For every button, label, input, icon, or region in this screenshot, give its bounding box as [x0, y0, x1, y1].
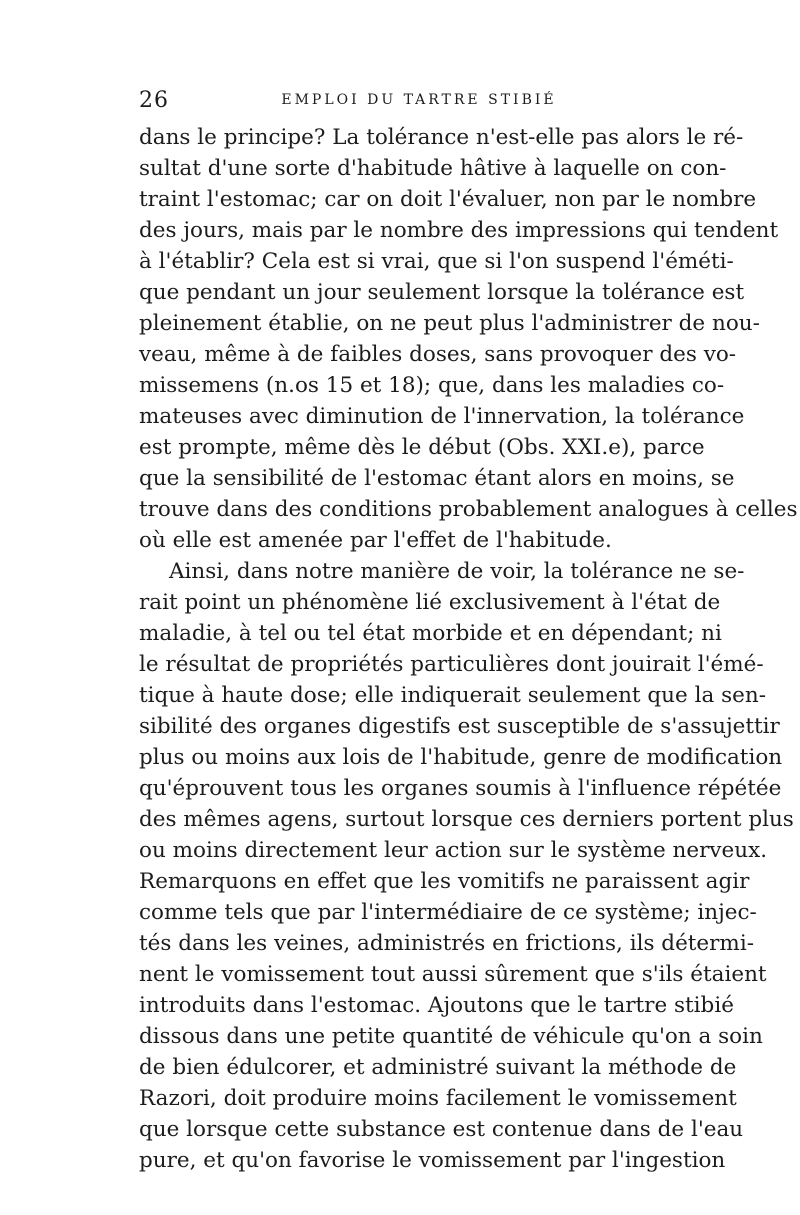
text-line: introduits dans l'estomac. Ajoutons que le tartre stibié [139, 993, 734, 1018]
text-line: rait point un phénomène lié exclusivement à l'état de [139, 590, 721, 615]
text-line: mateuses avec diminution de l'innervation, la tolérance [139, 404, 745, 429]
body-text [139, 122, 798, 1176]
text-line: traint l'estomac; car on doit l'évaluer, non par le nombre [139, 187, 757, 212]
text-line: à l'établir? Cela est si vrai, que si l'on suspend l'éméti- [139, 249, 734, 274]
text-line: des mêmes agens, surtout lorsque ces derniers portent plus [139, 807, 794, 832]
text-line: tés dans les veines, administrés en frictions, ils détermi- [139, 931, 754, 956]
text-line: le résultat de propriétés particulières dont jouirait l'émé- [139, 652, 764, 677]
running-header [139, 88, 659, 118]
running-title: EMPLOI DU TARTRE STIBIÉ [281, 92, 557, 108]
text-line: pleinement établie, on ne peut plus l'administrer de nou- [139, 311, 760, 336]
text-line: des jours, mais par le nombre des impressions qui tendent [139, 218, 779, 243]
text-line: tique à haute dose; elle indiquerait seulement que la sen- [139, 683, 766, 708]
text-line: comme tels que par l'intermédiaire de ce système; injec- [139, 900, 757, 925]
text-line: maladie, à tel ou tel état morbide et en dépendant; ni [139, 621, 722, 646]
text-line: que lorsque cette substance est contenue dans de l'eau [139, 1117, 744, 1142]
text-line: qu'éprouvent tous les organes soumis à l'influence répétée [139, 776, 782, 801]
text-line: dissous dans une petite quantité de véhicule qu'on a soin [139, 1024, 763, 1049]
text-line: nent le vomissement tout aussi sûrement que s'ils étaient [139, 962, 767, 987]
text-line: veau, même à de faibles doses, sans provoquer des vo- [139, 342, 737, 367]
text-line: Razori, doit produire moins facilement le vomissement [139, 1086, 737, 1111]
text-line: que la sensibilité de l'estomac étant alors en moins, se [139, 466, 735, 491]
text-line: trouve dans des conditions probablement analogues à celles [139, 497, 798, 522]
text-line: ou moins directement leur action sur le système nerveux. [139, 838, 768, 863]
text-line: de bien édulcorer, et administré suivant la méthode de [139, 1055, 737, 1080]
text-line: plus ou moins aux lois de l'habitude, genre de modification [139, 745, 783, 770]
text-line: missemens (n.os 15 et 18); que, dans les maladies co- [139, 373, 725, 398]
text-line: est prompte, même dès le début (Obs. XXI.e), parce [139, 435, 705, 460]
text-line: sultat d'une sorte d'habitude hâtive à laquelle on con- [139, 156, 727, 181]
text-line: sibilité des organes digestifs est susceptible de s'assujettir [139, 714, 780, 739]
text-line: dans le principe? La tolérance n'est-elle pas alors le ré- [139, 125, 744, 150]
page-number: 26 [139, 88, 169, 113]
text-line: Remarquons en effet que les vomitifs ne paraissent agir [139, 869, 750, 894]
text-line: que pendant un jour seulement lorsque la tolérance est [139, 280, 745, 305]
text-line: pure, et qu'on favorise le vomissement par l'ingestion [139, 1148, 726, 1173]
paragraph-start-line: Ainsi, dans notre manière de voir, la tolérance ne se- [169, 559, 745, 584]
paragraph-end-line: où elle est amenée par l'effet de l'habitude. [139, 528, 612, 553]
